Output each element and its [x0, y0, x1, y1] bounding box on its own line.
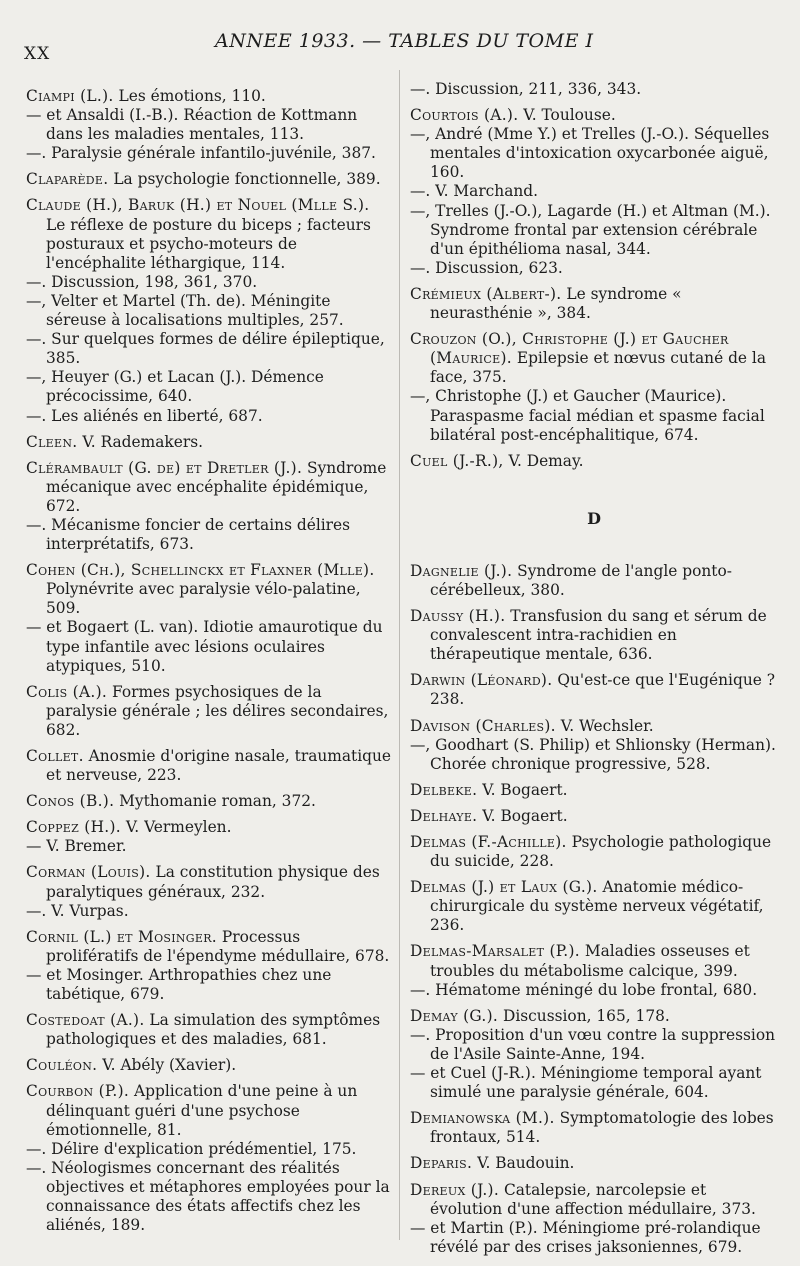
- entry-text: Psychologie pathologique du suicide, 228.: [430, 833, 772, 871]
- running-head: ANNEE 1933. — TABLES DU TOME I: [215, 30, 594, 52]
- index-entry: [410, 781, 778, 800]
- entry-text: —. Discussion, 211, 336, 343.: [410, 80, 642, 98]
- index-entry: [26, 618, 392, 675]
- entry-author: Cleen.: [26, 432, 78, 451]
- index-entry: [410, 106, 778, 125]
- index-entry: [26, 407, 392, 426]
- entry-author: Courbon (P.).: [26, 1082, 130, 1101]
- column-divider: [399, 70, 400, 1240]
- entry-author: Cornil (L.) et Mosinger.: [26, 927, 217, 946]
- entry-author: Clérambault (G. de) et Dretler (J.).: [26, 458, 303, 477]
- entry-text: —. Paralysie générale infantilo-juvénile, 387.: [26, 144, 376, 163]
- entry-text: —. Discussion, 623.: [410, 258, 563, 277]
- index-entry: [26, 837, 392, 856]
- entry-author: Ciampi (L.).: [26, 87, 114, 105]
- entry-author: Delbeke.: [410, 780, 478, 799]
- entry-text: V. Bogaert.: [477, 806, 568, 825]
- entry-text: Le syndrome « neurasthénie », 384.: [430, 284, 682, 323]
- index-entry: [26, 561, 392, 618]
- entry-text: V. Demay.: [503, 451, 584, 470]
- entry-text: — et Martin (P.). Méningiome pré-rolandique révélé par des crises jaksoniennes, 679.: [410, 1218, 761, 1256]
- entry-author: Corman (Louis).: [26, 863, 151, 882]
- index-entry: [26, 433, 392, 452]
- index-entry: [26, 747, 392, 785]
- entry-author: Couléon.: [26, 1056, 98, 1075]
- index-entry: [26, 1159, 392, 1235]
- index-entry: [26, 966, 392, 1004]
- index-entry: [410, 202, 778, 259]
- entry-text: —. Proposition d'un vœu contre la suppression de l'Asile Sainte-Anne, 194.: [410, 1025, 775, 1063]
- index-entry: [410, 736, 778, 774]
- entry-text: Maladies osseuses et troubles du métabolisme calcique, 399.: [430, 942, 750, 980]
- entry-text: —. Discussion, 198, 361, 370.: [26, 272, 258, 291]
- entry-text: Anosmie d'origine nasale, traumatique et nerveuse, 223.: [46, 747, 392, 785]
- page-number: XX: [24, 44, 51, 64]
- index-entry: [410, 182, 778, 201]
- entry-author: Davison (Charles).: [410, 716, 556, 735]
- entry-author: Crémieux (Albert-).: [410, 284, 562, 303]
- entry-author: Costedoat (A.).: [26, 1011, 145, 1030]
- entry-text: — V. Bremer.: [26, 837, 127, 856]
- entry-text: — et Mosinger. Arthropathies chez une tabétique, 679.: [26, 965, 332, 1004]
- entry-text: — et Ansaldi (I.-B.). Réaction de Kottmann dans les maladies mentales, 113.: [26, 106, 358, 144]
- entry-text: —, André (Mme Y.) et Trelles (J.-O.). Séquelles mentales d'intoxication oxycarbonée aiguë, 160.: [410, 125, 770, 182]
- entry-author: Deparis.: [410, 1154, 473, 1173]
- index-entry: [410, 942, 778, 980]
- page-header: [0, 22, 800, 64]
- index-entry: [26, 196, 392, 272]
- entry-author: Collet.: [26, 747, 84, 765]
- index-entry: [410, 285, 778, 323]
- entry-author: Delhaye.: [410, 806, 478, 825]
- index-entry: [410, 1007, 778, 1026]
- entry-text: V. Vermeylen.: [120, 818, 232, 837]
- index-entry: [410, 607, 778, 664]
- entry-author: Claparède.: [26, 170, 109, 189]
- index-entry: [410, 259, 778, 278]
- index-entry: [26, 144, 392, 163]
- entry-text: — et Bogaert (L. van). Idiotie amaurotique du type infantile avec lésions oculaires atypiques, 510.: [26, 618, 383, 675]
- entry-text: —. Néologismes concernant des réalités objectives et métaphores employées pour la connaissance des états affectifs chez les aliénés, 189.: [26, 1158, 390, 1235]
- entry-author: Claude (H.), Baruk (H.) et Nouel (Mlle S.).: [26, 196, 370, 215]
- entry-author: Colis (A.).: [26, 682, 108, 701]
- entry-text: —, Christophe (J.) et Gaucher (Maurice). Paraspasme facial médian et spasme facial bilatéral post-encéphalitique, 674.: [410, 387, 765, 444]
- entry-author: Demianowska (M.).: [410, 1109, 555, 1128]
- index-entry: [410, 807, 778, 826]
- entry-text: Syndrome de l'angle ponto-cérébelleux, 380.: [430, 561, 732, 599]
- entry-text: V. Abély (Xavier).: [97, 1056, 237, 1075]
- entry-text: V. Baudouin.: [472, 1154, 575, 1173]
- index-entry: [410, 562, 778, 600]
- index-entry: [26, 368, 392, 406]
- entry-author: Conos (B.).: [26, 792, 115, 811]
- index-entry: [410, 981, 778, 1000]
- index-entry: [26, 902, 392, 921]
- entry-text: Les émotions, 110.: [113, 87, 266, 105]
- index-entry: [26, 87, 392, 106]
- entry-text: —. Hématome méningé du lobe frontal, 680.: [410, 980, 758, 999]
- index-entry: [26, 516, 392, 554]
- index-entry: [410, 717, 778, 736]
- index-entry: [410, 1181, 778, 1219]
- index-entry: [26, 1140, 392, 1159]
- index-entry: [410, 671, 778, 709]
- index-entry: [26, 1056, 392, 1075]
- entry-text: Application d'une peine à un délinquant guéri d'une psychose émotionnelle, 81.: [46, 1082, 358, 1139]
- entry-text: —. Mécanisme foncier de certains délires interprétatifs, 673.: [26, 515, 351, 554]
- entry-text: —. Sur quelques formes de délire épileptique, 385.: [26, 330, 385, 368]
- index-entry: [26, 928, 392, 966]
- index-entry: [26, 683, 392, 740]
- entry-text: —. Délire d'explication prédémentiel, 175.: [26, 1139, 357, 1158]
- index-entry: [410, 1026, 778, 1064]
- entry-text: —, Velter et Martel (Th. de). Méningite séreuse à localisations multiples, 257.: [26, 291, 344, 330]
- entry-text: Processus prolifératifs de l'épendyme médullaire, 678.: [46, 927, 390, 965]
- index-entry: [410, 878, 778, 935]
- index-entry: [410, 1109, 778, 1147]
- entry-text: —, Heuyer (G.) et Lacan (J.). Démence précocissime, 640.: [26, 368, 324, 406]
- entry-author: Courtois (A.).: [410, 106, 519, 125]
- index-entry: [410, 452, 778, 471]
- entry-author: Daussy (H.).: [410, 607, 506, 626]
- right-column-d-entries: [410, 562, 778, 1257]
- index-entry: [26, 170, 392, 189]
- entry-text: Mythomanie roman, 372.: [114, 792, 316, 811]
- entry-author: Crouzon (O.), Christophe (J.) et Gaucher (Maurice).: [410, 330, 729, 368]
- entry-text: — et Cuel (J-R.). Méningiome temporal ayant simulé une paralysie générale, 604.: [410, 1064, 762, 1102]
- entry-text: —. Les aliénés en liberté, 687.: [26, 406, 263, 425]
- index-entry: [26, 273, 392, 292]
- entry-text: Formes psychosiques de la paralysie générale ; les délires secondaires, 682.: [46, 682, 389, 739]
- index-entry: [26, 106, 392, 144]
- index-entry: [410, 833, 778, 871]
- entry-text: —, Goodhart (S. Philip) et Shlionsky (Herman). Chorée chronique progressive, 528.: [410, 735, 776, 773]
- entry-text: Transfusion du sang et sérum de convalescent intra-rachidien en thérapeutique mentale, 636.: [430, 607, 767, 664]
- entry-text: Epilepsie et nœvus cutané de la face, 375.: [430, 349, 767, 387]
- entry-text: Syndrome mécanique avec encéphalite épidémique, 672.: [46, 458, 387, 515]
- index-entry: [26, 1011, 392, 1049]
- index-entry: [410, 80, 778, 99]
- entry-text: —. V. Marchand.: [410, 182, 539, 201]
- index-entry: [410, 125, 778, 182]
- entry-text: Symptomatologie des lobes frontaux, 514.: [430, 1109, 774, 1147]
- entry-author: Cohen (Ch.), Schellinckx et Flaxner (Mlle).: [26, 561, 375, 580]
- index-entry: [26, 292, 392, 330]
- index-entry: [26, 818, 392, 837]
- entry-author: Delmas (J.) et Laux (G.).: [410, 878, 598, 897]
- index-entry: [26, 330, 392, 368]
- left-column: [26, 80, 392, 1235]
- index-entry: [410, 387, 778, 444]
- entry-text: —, Trelles (J.-O.), Lagarde (H.) et Altman (M.). Syndrome frontal par extension cérébrale d'un épithélioma nasal, 344.: [410, 201, 771, 258]
- index-entry: [26, 459, 392, 516]
- index-entry: [26, 1082, 392, 1139]
- index-entry: [410, 1219, 778, 1257]
- entry-text: Anatomie médico-chirurgicale du système nerveux végétatif, 236.: [430, 878, 764, 935]
- entry-author: Delmas (F.-Achille).: [410, 833, 567, 851]
- index-entry: [26, 863, 392, 901]
- entry-text: V. Toulouse.: [518, 106, 616, 125]
- entry-author: Coppez (H.).: [26, 818, 121, 837]
- entry-text: La constitution physique des paralytiques généraux, 232.: [46, 863, 380, 901]
- entry-author: Delmas-Marsalet (P.).: [410, 942, 580, 961]
- section-letter-d: D: [587, 508, 601, 528]
- entry-author: Cuel (J.-R.),: [410, 451, 504, 470]
- entry-author: Demay (G.).: [410, 1006, 499, 1025]
- entry-text: La psychologie fonctionnelle, 389.: [108, 170, 381, 189]
- entry-text: —. V. Vurpas.: [26, 901, 129, 920]
- right-column: [410, 80, 778, 1257]
- entry-text: Le réflexe de posture du biceps ; facteurs posturaux et psycho-moteurs de l'encéphalite léthargique, 114.: [46, 215, 371, 272]
- entry-text: Catalepsie, narcolepsie et évolution d'une affection médullaire, 373.: [430, 1180, 756, 1218]
- entry-text: La simulation des symptômes pathologiques et des maladies, 681.: [46, 1011, 381, 1049]
- entry-text: V. Rademakers.: [77, 432, 203, 451]
- index-entry: [26, 792, 392, 811]
- entry-author: Darwin (Léonard).: [410, 671, 553, 690]
- entry-text: V. Bogaert.: [477, 780, 568, 799]
- entry-text: Polynévrite avec paralysie vélo-palatine, 509.: [46, 580, 361, 618]
- entry-text: Discussion, 165, 178.: [498, 1006, 670, 1025]
- entry-text: V. Wechsler.: [555, 716, 654, 735]
- index-entry: [410, 1064, 778, 1102]
- index-entry: [410, 330, 778, 387]
- entry-author: Dagnelie (J.).: [410, 561, 513, 580]
- right-column-c-entries: [410, 80, 778, 471]
- index-entry: [410, 1154, 778, 1173]
- entry-text: Qu'est-ce que l'Eugénique ? 238.: [430, 671, 775, 709]
- entry-author: Dereux (J.).: [410, 1180, 500, 1199]
